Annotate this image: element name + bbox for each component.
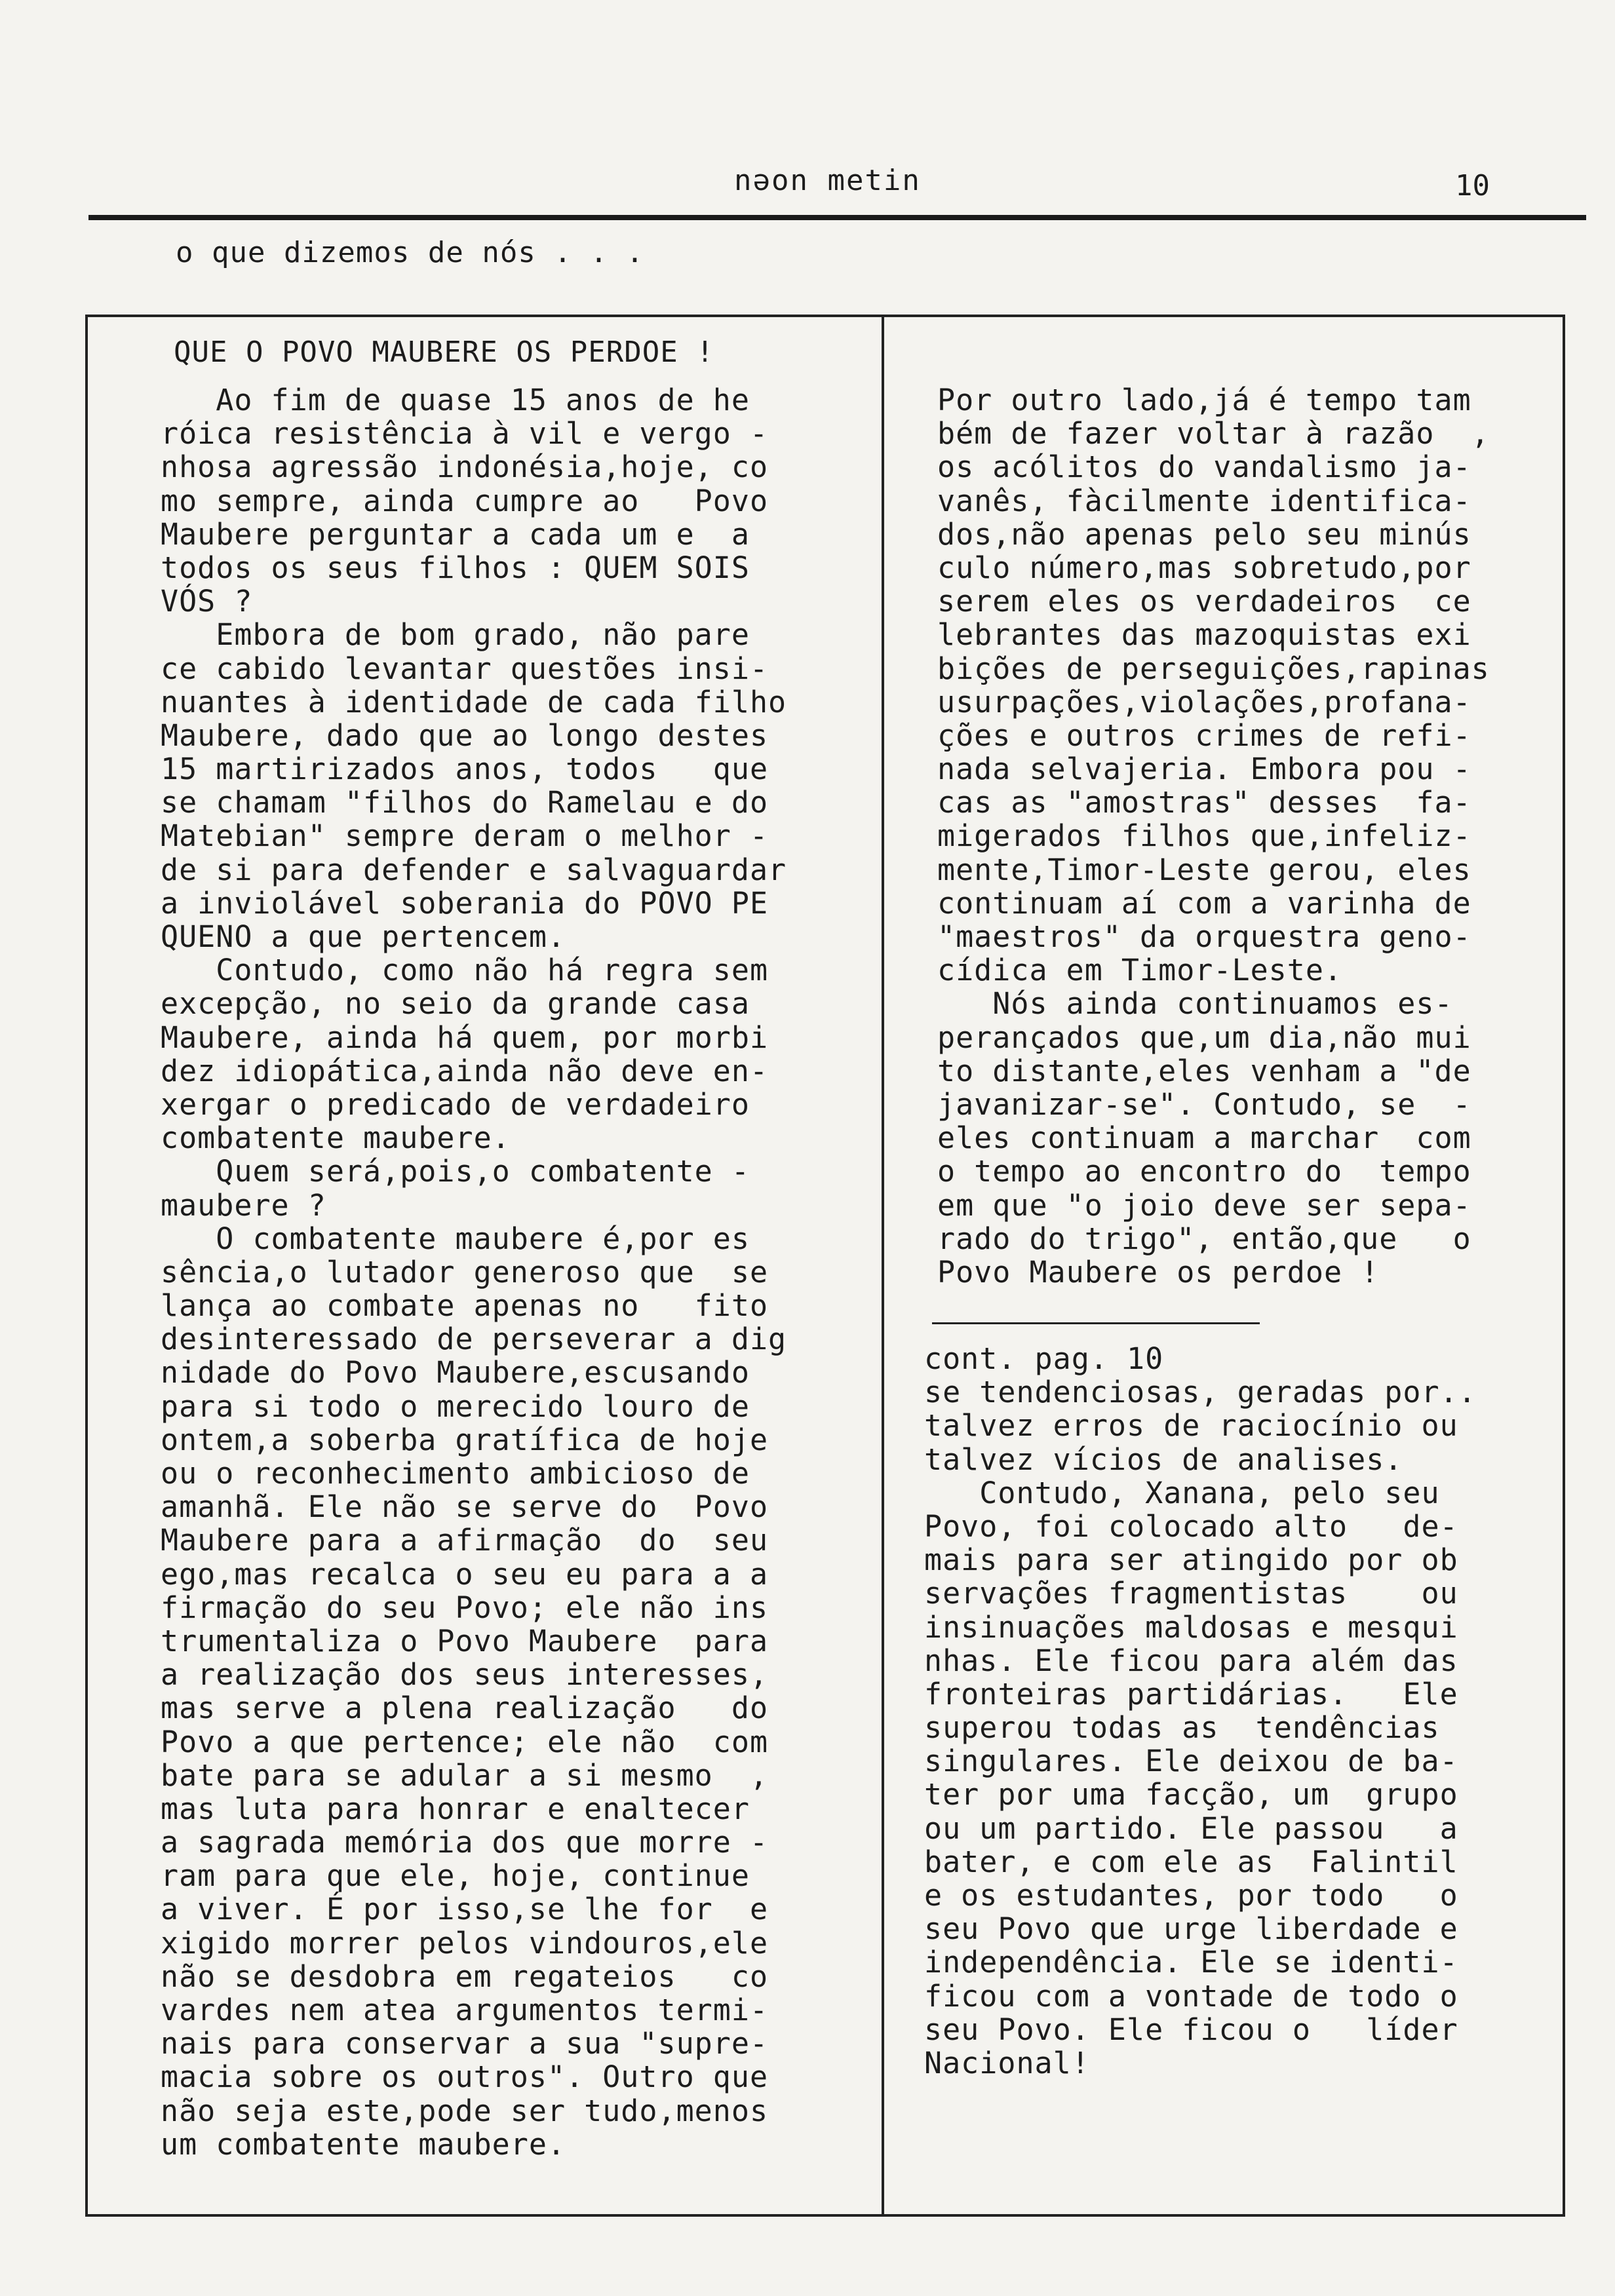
left-column-line: xergar o predicado de verdadeiro [161, 1086, 750, 1122]
right-column-line: perançados que,um dia,não mui [937, 1020, 1471, 1055]
continuation-separator [932, 1322, 1260, 1324]
left-column-line: Matebian" sempre deram o melhor - [161, 818, 769, 854]
left-column-line: combatente maubere. [161, 1120, 511, 1156]
left-column-line: VÓS ? [161, 584, 253, 619]
continuation-line: nhas. Ele ficou para além das [924, 1643, 1458, 1678]
left-column-line: Maubere perguntar a cada um e a [161, 516, 750, 552]
right-column-line: lebrantes das mazoquistas exi [937, 617, 1471, 653]
left-column-line: Maubere para a afirmação do seu [161, 1523, 769, 1558]
left-column-line: 15 martirizados anos, todos que [161, 752, 769, 787]
left-column-line: dez idiopática,ainda não deve en- [161, 1053, 769, 1088]
left-column-line: desinteressado de perseverar a dig [161, 1322, 787, 1357]
right-column-line: culo número,mas sobretudo,por [937, 550, 1471, 585]
left-column-line: ou o reconhecimento ambicioso de [161, 1456, 750, 1491]
left-column-line: mas serve a plena realização do [161, 1691, 769, 1726]
continuation-line: bater, e com ele as Falintil [924, 1844, 1458, 1879]
left-column-line: mo sempre, ainda cumpre ao Povo [161, 483, 769, 518]
continuation-line: fronteiras partidárias. Ele [924, 1676, 1458, 1712]
left-column-line: Quem será,pois,o combatente - [161, 1154, 750, 1189]
left-column-line: todos os seus filhos : QUEM SOIS [161, 550, 750, 585]
right-column-line: em que "o joio deve ser sepa- [937, 1187, 1471, 1223]
left-column-line: ego,mas recalca o seu eu para a a [161, 1556, 769, 1592]
continuation-line: Nacional! [924, 2045, 1090, 2080]
right-column-line: "maestros" da orquestra geno- [937, 919, 1471, 954]
left-column-line: a sagrada memória dos que morre - [161, 1825, 769, 1860]
left-column-line: Povo a que pertence; ele não com [161, 1724, 769, 1759]
left-column-line: se chamam "filhos do Ramelau e do [161, 785, 769, 820]
left-column-line: excepção, no seio da grande casa [161, 986, 750, 1022]
continuation-line: Contudo, Xanana, pelo seu [924, 1475, 1440, 1510]
right-column-line: cídica em Timor-Leste. [937, 953, 1343, 988]
left-column-line: bate para se adular a si mesmo , [161, 1757, 769, 1793]
right-column-line: ções e outros crimes de refi- [937, 718, 1471, 753]
left-column-line: QUENO a que pertencem. [161, 919, 566, 954]
right-column-line: vanês, fàcilmente identifica- [937, 483, 1471, 518]
right-column-line: nada selvajeria. Embora pou - [937, 752, 1471, 787]
left-column [161, 383, 787, 2161]
left-column-line: não seja este,pode ser tudo,menos [161, 2093, 769, 2128]
left-column-line: lança ao combate apenas no fito [161, 1288, 769, 1324]
left-column-line: nuantes à identidade de cada filho [161, 684, 787, 719]
right-column-line: Povo Maubere os perdoe ! [937, 1254, 1380, 1290]
right-column-line: cas as "amostras" desses fa- [937, 785, 1471, 820]
header-rule [88, 215, 1586, 220]
page-number: 10 [1455, 169, 1490, 202]
newsletter-title: nəon metin [734, 164, 921, 197]
right-column-line: usurpações,violações,profana- [937, 684, 1471, 719]
right-column-line: serem eles os verdadeiros ce [937, 584, 1471, 619]
continuation-line: ou um partido. Ele passou a [924, 1810, 1458, 1846]
left-column-line: Contudo, como não há regra sem [161, 953, 769, 988]
continuation-line: Povo, foi colocado alto de- [924, 1508, 1458, 1544]
continuation-line: seu Povo que urge liberdade e [924, 1911, 1458, 1947]
continuation-line: cont. pag. 10 [924, 1341, 1164, 1376]
left-column-line: sência,o lutador generoso que se [161, 1254, 769, 1290]
continuation-column [924, 1342, 1477, 2080]
right-column-line: Por outro lado,já é tempo tam [937, 383, 1471, 417]
right-column-line: bém de fazer voltar à razão , [937, 416, 1490, 451]
continuation-line: talvez vícios de analises. [924, 1442, 1403, 1477]
right-column-line: os acólitos do vandalismo ja- [937, 450, 1471, 485]
continuation-line: e os estudantes, por todo o [924, 1878, 1458, 1913]
left-column-line: ce cabido levantar questões insi- [161, 651, 769, 686]
left-column-line: amanhã. Ele não se serve do Povo [161, 1489, 769, 1525]
right-column-line: mente,Timor-Leste gerou, eles [937, 852, 1471, 887]
continuation-line: talvez erros de raciocínio ou [924, 1408, 1458, 1444]
left-column-line: mas luta para honrar e enaltecer [161, 1791, 750, 1826]
column-divider [882, 315, 884, 2215]
continuation-line: superou todas as tendências [924, 1710, 1440, 1746]
left-column-line: nhosa agressão indonésia,hoje, co [161, 450, 769, 485]
left-column-line: de si para defender e salvaguardar [161, 852, 787, 887]
left-column-line: macia sobre os outros". Outro que [161, 2059, 769, 2095]
right-column-line: o tempo ao encontro do tempo [937, 1154, 1471, 1189]
continuation-line: singulares. Ele deixou de ba- [924, 1744, 1458, 1779]
right-column-line: to distante,eles venham a "de [937, 1053, 1471, 1088]
continuation-line: ficou com a vontade de todo o [924, 1978, 1458, 2014]
right-column-line: bições de perseguições,rapinas [937, 651, 1490, 686]
left-column-line: a viver. É por isso,se lhe for e [161, 1892, 769, 1927]
section-subtitle: o que dizemos de nós . . . [176, 236, 644, 269]
left-column-line: ontem,a soberba gratífica de hoje [161, 1422, 769, 1457]
left-column-line: não se desdobra em regateios co [161, 1959, 769, 1994]
right-column-line: dos,não apenas pelo seu minús [937, 516, 1471, 552]
left-column-line: ram para que ele, hoje, continue [161, 1858, 750, 1894]
article-title: QUE O POVO MAUBERE OS PERDOE ! [174, 335, 714, 369]
right-column-line: eles continuam a marchar com [937, 1120, 1471, 1156]
left-column-line: para si todo o merecido louro de [161, 1388, 750, 1424]
left-column-line: O combatente maubere é,por es [161, 1221, 750, 1256]
left-column-line: a inviolável soberania do POVO PE [161, 885, 769, 921]
left-column-line: róica resistência à vil e vergo - [161, 416, 769, 451]
left-column-line: a realização dos seus interesses, [161, 1657, 769, 1693]
right-column [937, 383, 1490, 1289]
continuation-line: ter por uma facção, um grupo [924, 1777, 1458, 1812]
left-column-line: Ao fim de quase 15 anos de he [161, 383, 750, 417]
left-column-line: Embora de bom grado, não pare [161, 617, 750, 653]
left-column-line: xigido morrer pelos vindouros,ele [161, 1925, 769, 1961]
left-column-line: nais para conservar a sua "supre- [161, 2026, 769, 2061]
left-column-line: firmação do seu Povo; ele não ins [161, 1590, 769, 1625]
left-column-line: vardes nem atea argumentos termi- [161, 1993, 769, 2027]
left-column-line: um combatente maubere. [161, 2126, 566, 2162]
left-column-line: maubere ? [161, 1187, 326, 1223]
left-column-line: Maubere, dado que ao longo destes [161, 718, 769, 753]
continuation-line: seu Povo. Ele ficou o líder [924, 2012, 1458, 2047]
right-column-line: rado do trigo", então,que o [937, 1221, 1471, 1256]
right-column-line: javanizar-se". Contudo, se - [937, 1086, 1471, 1122]
continuation-line: insinuações maldosas e mesqui [924, 1609, 1458, 1645]
continuation-line: mais para ser atingido por ob [924, 1542, 1458, 1578]
continuation-line: servações fragmentistas ou [924, 1576, 1458, 1611]
continuation-line: independência. Ele se identi- [924, 1945, 1458, 1980]
left-column-line: Maubere, ainda há quem, por morbi [161, 1020, 769, 1055]
right-column-line: continuam aí com a varinha de [937, 885, 1471, 921]
left-column-line: trumentaliza o Povo Maubere para [161, 1623, 769, 1658]
right-column-line: Nós ainda continuamos es- [937, 986, 1453, 1022]
continuation-line: se tendenciosas, geradas por.. [924, 1375, 1477, 1410]
right-column-line: migerados filhos que,infeliz- [937, 818, 1471, 854]
left-column-line: nidade do Povo Maubere,escusando [161, 1355, 750, 1390]
